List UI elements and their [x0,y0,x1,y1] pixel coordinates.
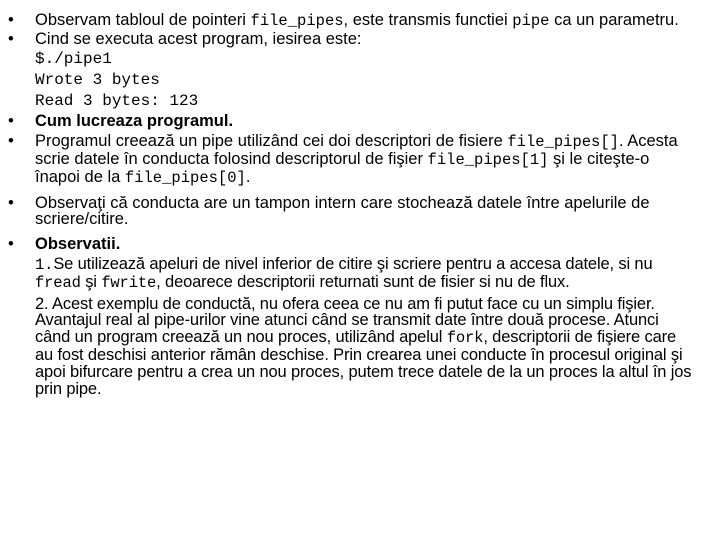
bullet-icon: • [8,11,14,29]
item-text: Observaţi că conducta are un tampon intern care stochează datele între apelurile de scriere/citire. [35,193,650,229]
item-text: Programul creează un pipe utilizând cei doi descriptori de fisiere [35,132,508,151]
list-item [8,133,696,186]
code-text: pipe [512,12,550,30]
code-text: file_pipes [250,12,344,30]
item-text: Cind se executa acest program, iesirea este: [35,29,362,48]
list-item [8,31,696,113]
note-paragraph [35,256,696,292]
item-text: ca un parametru. [549,11,679,29]
item-text: Observam tabloul de pointeri [35,11,251,29]
bullet-icon: • [8,235,14,254]
bullet-icon: • [8,29,14,48]
list-item [8,12,696,30]
bullet-icon: • [8,132,14,151]
item-text: , deoarece descriptorii returnati sunt de fisier si nu de flux. [156,272,570,291]
item-text: , descriptorii de fişiere care au fost deschisi anterior rămân deschise. Prin crearea unei conducte în procesul original şi apoi bifurcare pentru a crea un nou proces, putem trece datele de la un proces la altul în jos prin pipe. [35,328,692,398]
code-line: Wrote 3 bytes [35,70,160,89]
code-line: Read 3 bytes: 123 [35,92,199,111]
bullet-icon: • [8,193,14,212]
item-text: . [245,167,251,186]
list-item [8,195,696,229]
item-text: şi [80,272,102,291]
bullet-icon: • [8,112,14,131]
note-number: 1. [35,256,54,275]
item-text: şi le citeşte-o înapoi de la [35,150,650,186]
note-paragraph [35,296,696,398]
item-text: 2. Acest exemplu de conductă, nu ofera ceea ce nu am fi putut face cu un simplu fişier. Avantajul real al pipe-urilor vine atunci când se transmit date între două procese. Atunci când un program creează un nou proces, utilizând apelul [35,294,659,347]
code-text: fork [446,329,484,348]
item-heading: Observatii. [35,235,121,254]
code-text: file_pipes[] [507,133,619,152]
code-line: $./pipe1 [35,49,112,68]
item-text: Se utilizează apeluri de nivel inferior de citire şi scriere pentru a accesa datele, si nu [53,255,653,274]
code-text: file_pipes[0] [124,168,246,187]
code-text: file_pipes[1] [427,151,549,170]
item-heading: Cum lucreaza programul. [35,112,234,131]
list-item [8,113,696,130]
code-text: fwrite [101,273,157,292]
item-text: , este transmis functiei [343,11,513,29]
code-text: fread [35,273,81,292]
item-text: . Acesta scrie datele în conducta folosind descriptorul de fişier [35,132,678,169]
list-item [8,236,696,397]
